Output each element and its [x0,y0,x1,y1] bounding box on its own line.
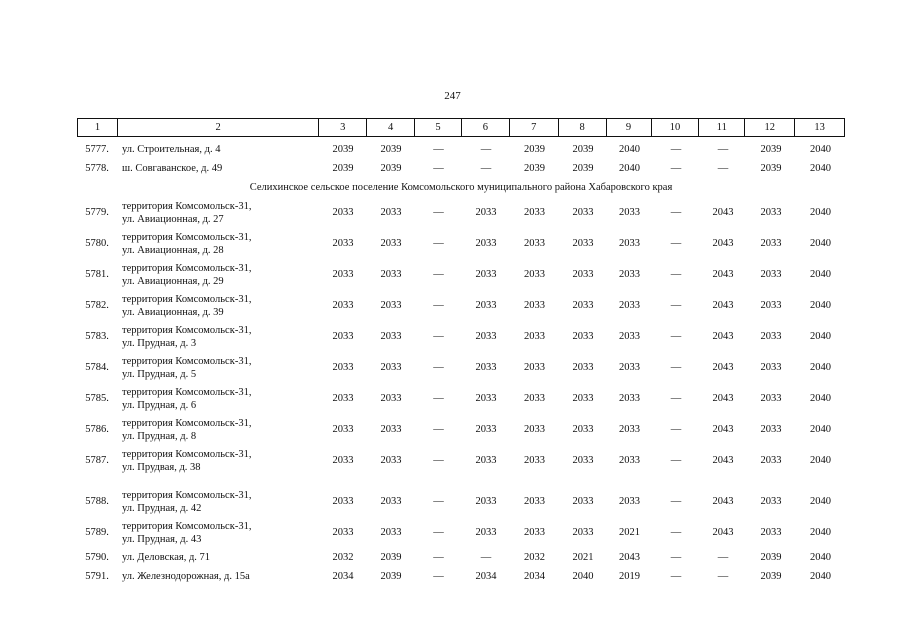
value-cell-col11: 2043 [712,207,734,218]
value-cell-col3: 2033 [332,207,354,218]
address-line-1: ул. Деловская, д. 71 [122,552,211,563]
value-cell-col5: — [433,163,444,174]
address-line-2: ул. Авиационная, д. 28 [122,244,224,256]
value-cell-col12: 2033 [760,496,782,507]
address-line-2: ул. Авиационная, д. 29 [122,275,224,287]
table-row [77,445,845,476]
value-cell-col13: 2040 [810,552,831,563]
value-cell-col12: 2033 [760,238,782,249]
column-header-13: 13 [814,122,825,133]
value-cell-col12: 2033 [760,331,782,342]
value-cell-col9: 2033 [619,496,640,507]
section-title: Селихинское сельское поселение Комсомольского муниципального района Хабаровского края [249,182,673,193]
value-cell-col10: — [670,238,682,249]
value-cell-col6: 2033 [475,393,497,404]
value-cell-col12: 2033 [760,455,782,466]
value-cell-col3: 2033 [332,362,354,373]
value-cell-col10: — [670,269,682,280]
value-cell-col3: 2033 [332,238,354,249]
address-line-1: территория Комсомольск-31, [122,386,252,398]
value-cell-col13: 2040 [810,300,831,311]
value-cell-col12: 2033 [760,527,782,538]
value-cell-col3: 2039 [332,144,354,155]
value-cell-col5: — [433,527,444,538]
row-number: 5786. [85,424,109,435]
value-cell-col10: — [670,424,682,435]
column-header-9: 9 [607,119,652,136]
column-header-6: 6 [462,119,510,136]
row-number: 5781. [85,269,109,280]
value-cell-col3: 2033 [332,331,354,342]
column-header-5: 5 [415,119,462,136]
value-cell-col13: 2040 [810,144,831,155]
table-body [77,140,845,586]
address-line-1: территория Комсомольск-31, [122,324,252,336]
value-cell-col8: 2033 [572,424,594,435]
column-header-2: 2 [118,119,319,136]
value-cell-col4: 2033 [380,269,402,280]
value-cell-col8: 2033 [572,455,594,466]
value-cell-col7: 2033 [524,424,545,435]
value-cell-col10: — [670,362,682,373]
address-cell [117,143,319,156]
value-cell-col13: 2040 [810,269,831,280]
row-number: 5777. [85,144,109,155]
value-cell-col3: 2033 [332,424,354,435]
value-cell-col3: 2033 [332,269,354,280]
value-cell-col8: 2033 [572,300,594,311]
address-line-2: ул. Прудная, д. 8 [122,430,197,442]
address-cell [117,324,319,350]
column-header-10: 10 [652,119,700,136]
value-cell-col3: 2033 [332,300,354,311]
value-cell-col10: — [670,496,682,507]
value-cell-col5: — [433,571,444,582]
row-number: 5789. [85,527,109,538]
value-cell-col13: 2040 [810,331,831,342]
value-cell-col9: 2033 [619,207,640,218]
value-cell-col12: 2033 [760,269,782,280]
value-cell-col6: 2034 [475,571,497,582]
value-cell-col10: — [670,207,682,218]
value-cell-col11: 2043 [712,527,734,538]
address-line-1: ул. Строительная, д. 4 [122,144,221,155]
value-cell-col11: 2043 [712,269,734,280]
row-number: 5784. [85,362,109,373]
table-row [77,140,845,159]
value-cell-col10: — [670,455,682,466]
address-cell [117,570,319,583]
value-cell-col10: — [670,331,682,342]
value-cell-col8: 2033 [572,362,594,373]
value-cell-col6: 2033 [475,300,497,311]
value-cell-col8: 2039 [572,144,594,155]
value-cell-col7: 2034 [524,571,545,582]
address-line-1: территория Комсомольск-31, [122,231,252,243]
value-cell-col4: 2033 [380,300,402,311]
row-number: 5788. [85,496,109,507]
address-cell [117,551,319,564]
value-cell-col6: — [480,552,492,563]
table-row [77,517,845,548]
value-cell-col8: 2021 [572,552,594,563]
address-line-1: территория Комсомольск-31, [122,520,252,532]
row-number: 5782. [85,300,109,311]
value-cell-col6: 2033 [475,238,497,249]
table-row [77,486,845,517]
value-cell-col7: 2033 [524,527,545,538]
value-cell-col11: — [717,144,729,155]
value-cell-col7: 2032 [524,552,545,563]
table-row [77,567,845,586]
value-cell-col7: 2033 [524,393,545,404]
row-number: 5790. [85,552,109,563]
value-cell-col7: 2033 [524,269,545,280]
value-cell-col13: 2040 [810,163,831,174]
address-cell [117,293,319,319]
value-cell-col10: — [670,527,682,538]
value-cell-col3: 2033 [332,455,354,466]
value-cell-col7: 2039 [524,144,545,155]
value-cell-col5: — [433,393,444,404]
address-line-2: ул. Прудная, д. 5 [122,368,197,380]
value-cell-col4: 2033 [380,393,402,404]
value-cell-col7: 2033 [524,496,545,507]
table-row [77,352,845,383]
table-row [77,290,845,321]
value-cell-col6: 2033 [475,424,497,435]
value-cell-col10: — [670,571,682,582]
value-cell-col9: 2043 [619,552,640,563]
value-cell-col9: 2033 [619,455,640,466]
value-cell-col13: 2040 [810,362,831,373]
value-cell-col11: 2043 [712,300,734,311]
value-cell-col12: 2033 [760,362,782,373]
value-cell-col4: 2033 [380,362,402,373]
table-row [77,321,845,352]
value-cell-col4: 2039 [380,571,402,582]
value-cell-col5: — [433,424,444,435]
address-line-1: ш. Совгаванское, д. 49 [122,163,223,174]
value-cell-col3: 2033 [332,393,354,404]
value-cell-col5: — [433,207,444,218]
value-cell-col6: 2033 [475,362,497,373]
address-cell [117,162,319,175]
value-cell-col11: 2043 [712,362,734,373]
value-cell-col5: — [433,496,444,507]
value-cell-col8: 2040 [572,571,594,582]
value-cell-col13: 2040 [810,393,831,404]
value-cell-col13: 2040 [810,571,831,582]
value-cell-col3: 2032 [332,552,354,563]
value-cell-col12: 2033 [760,300,782,311]
value-cell-col8: 2033 [572,207,594,218]
value-cell-col12: 2033 [760,207,782,218]
column-header-1: 1 [78,119,118,136]
address-cell [117,520,319,546]
value-cell-col7: 2033 [524,331,545,342]
value-cell-col3: 2034 [332,571,354,582]
value-cell-col7: 2033 [524,455,545,466]
address-line-2: ул. Авиационная, д. 27 [122,213,224,225]
address-line-1: территория Комсомольск-31, [122,489,252,501]
value-cell-col8: 2033 [572,527,594,538]
value-cell-col4: 2039 [380,552,402,563]
table-header [77,118,845,137]
value-cell-col12: 2039 [760,552,782,563]
value-cell-col9: 2040 [619,144,640,155]
value-cell-col13: 2040 [810,207,831,218]
value-cell-col9: 2019 [619,571,640,582]
value-cell-col8: 2033 [572,238,594,249]
column-header-3: 3 [319,119,367,136]
value-cell-col4: 2033 [380,238,402,249]
value-cell-col10: — [670,163,682,174]
value-cell-col12: 2039 [760,144,782,155]
value-cell-col6: 2033 [475,496,497,507]
address-line-2: ул. Прудная, д. 42 [122,502,202,514]
value-cell-col9: 2033 [619,238,640,249]
address-line-1: территория Комсомольск-31, [122,200,252,212]
value-cell-col13: 2040 [810,424,831,435]
table-row [77,159,845,178]
table-row [77,548,845,567]
value-cell-col5: — [433,552,444,563]
value-cell-col6: 2033 [475,527,497,538]
value-cell-col11: — [717,552,729,563]
value-cell-col7: 2033 [524,362,545,373]
value-cell-col5: — [433,455,444,466]
value-cell-col11: — [717,571,729,582]
value-cell-col7: 2033 [524,238,545,249]
value-cell-col12: 2033 [760,424,782,435]
value-cell-col3: 2033 [332,527,354,538]
value-cell-col9: 2033 [619,362,640,373]
table-row [77,383,845,414]
value-cell-col7: 2039 [524,163,545,174]
row-number: 5780. [85,238,109,249]
value-cell-col8: 2033 [572,331,594,342]
address-cell [117,355,319,381]
value-cell-col5: — [433,331,444,342]
row-number: 5785. [85,393,109,404]
address-line-2: ул. Авиационная, д. 39 [122,306,224,318]
table-row [77,259,845,290]
value-cell-col9: 2021 [619,527,640,538]
value-cell-col3: 2033 [332,496,354,507]
value-cell-col11: 2043 [712,496,734,507]
value-cell-col5: — [433,300,444,311]
value-cell-col5: — [433,238,444,249]
page-number: 247 [444,90,461,102]
row-number: 5779. [85,207,109,218]
address-line-1: территория Комсомольск-31, [122,448,252,460]
value-cell-col13: 2040 [810,527,831,538]
value-cell-col10: — [670,300,682,311]
address-line-2: ул. Прудная, д. 6 [122,399,197,411]
column-header-11: 11 [699,119,745,136]
table-row [77,228,845,259]
address-line-1: территория Комсомольск-31, [122,355,252,367]
row-number: 5783. [85,331,109,342]
column-header-7: 7 [510,119,559,136]
address-cell [117,386,319,412]
value-cell-col11: — [717,163,729,174]
row-number: 5778. [85,163,109,174]
address-cell [117,262,319,288]
value-cell-col13: 2040 [810,455,831,466]
address-line-2: ул. Прудная, д. 3 [122,337,197,349]
table-row [77,197,845,228]
value-cell-col6: 2033 [475,455,497,466]
value-cell-col5: — [433,144,444,155]
value-cell-col12: 2039 [760,163,782,174]
value-cell-col3: 2039 [332,163,354,174]
value-cell-col8: 2033 [572,393,594,404]
value-cell-col9: 2033 [619,393,640,404]
address-cell [117,489,319,515]
value-cell-col12: 2033 [760,393,782,404]
value-cell-col6: 2033 [475,207,497,218]
address-line-1: территория Комсомольск-31, [122,293,252,305]
table-row [77,414,845,445]
value-cell-col10: — [670,393,682,404]
address-line-2: ул. Прудвая, д. 38 [122,461,201,473]
value-cell-col8: 2033 [572,269,594,280]
value-cell-col7: 2033 [524,300,545,311]
address-cell [117,200,319,226]
column-header-4: 4 [367,119,415,136]
address-line-1: территория Комсомольск-31, [122,417,252,429]
address-line-2: ул. Прудная, д. 43 [122,533,202,545]
value-cell-col6: 2033 [475,331,497,342]
address-cell [117,448,319,474]
value-cell-col11: 2043 [712,331,734,342]
row-number: 5791. [85,571,109,582]
value-cell-col13: 2040 [810,238,831,249]
value-cell-col10: — [670,144,682,155]
value-cell-col6: — [480,144,492,155]
value-cell-col9: 2033 [619,300,640,311]
value-cell-col4: 2033 [380,424,402,435]
value-cell-col8: 2033 [572,496,594,507]
value-cell-col4: 2033 [380,331,402,342]
value-cell-col4: 2033 [380,455,402,466]
value-cell-col10: — [670,552,682,563]
value-cell-col9: 2033 [619,269,640,280]
row-number: 5787. [85,455,109,466]
value-cell-col11: 2043 [712,424,734,435]
value-cell-col4: 2033 [380,496,402,507]
value-cell-col11: 2043 [712,393,734,404]
value-cell-col6: 2033 [475,269,497,280]
value-cell-col4: 2033 [380,527,402,538]
value-cell-col12: 2039 [760,571,782,582]
column-header-8: 8 [559,119,607,136]
value-cell-col11: 2043 [712,455,734,466]
value-cell-col5: — [433,362,444,373]
address-line-1: ул. Железнодорожная, д. 15а [122,571,250,582]
address-cell [117,231,319,257]
value-cell-col4: 2039 [380,163,402,174]
value-cell-col13: 2040 [810,496,831,507]
value-cell-col4: 2033 [380,207,402,218]
value-cell-col9: 2033 [619,424,640,435]
value-cell-col6: — [480,163,492,174]
value-cell-col4: 2039 [380,144,402,155]
column-header-12: 12 [745,119,795,136]
value-cell-col11: 2043 [712,238,734,249]
address-line-1: территория Комсомольск-31, [122,262,252,274]
address-cell [117,417,319,443]
value-cell-col9: 2033 [619,331,640,342]
value-cell-col5: — [433,269,444,280]
value-cell-col9: 2040 [619,163,640,174]
value-cell-col7: 2033 [524,207,545,218]
value-cell-col8: 2039 [572,163,594,174]
